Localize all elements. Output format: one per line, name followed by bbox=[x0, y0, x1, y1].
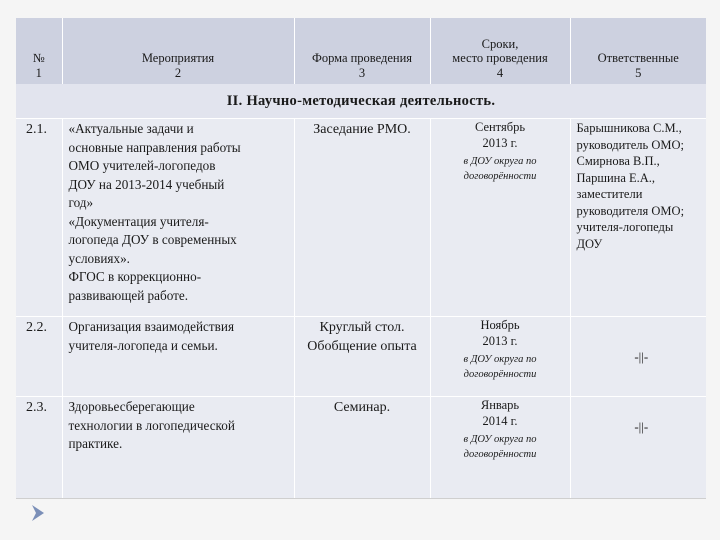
slide-bottom-divider bbox=[16, 498, 706, 499]
row-date-place: Сентябрь 2013 г. в ДОУ округа по договорённости bbox=[430, 119, 570, 317]
row-responsible: -||- bbox=[570, 317, 706, 397]
row-place: в ДОУ округа по договорённости bbox=[463, 434, 537, 460]
table-row bbox=[16, 119, 706, 317]
header-events: Мероприятия 2 bbox=[62, 18, 294, 84]
row-date-place: Ноябрь 2013 г. в ДОУ округа по договорённости bbox=[430, 317, 570, 397]
row-place: в ДОУ округа по договорённости bbox=[463, 354, 537, 380]
row-place: в ДОУ округа по договорённости bbox=[463, 156, 537, 182]
row-event: «Актуальные задачи и основные направления работы ОМО учителей-логопедов ДОУ на 2013-2014 учебный год» «Документация учителя- логопеда ДОУ в современных условиях». ФГОС в коррекционно- развивающей работе. bbox=[62, 119, 294, 317]
row-number: 2.3. bbox=[16, 397, 62, 499]
table-header-row bbox=[16, 18, 706, 84]
row-date-place: Январь 2014 г. в ДОУ округа по договорённости bbox=[430, 397, 570, 499]
table-row bbox=[16, 397, 706, 499]
row-event: Здоровьесберегающие технологии в логопедической практике. bbox=[62, 397, 294, 499]
triangle-arrow-icon bbox=[30, 503, 46, 523]
header-number: № 1 bbox=[16, 18, 62, 84]
table-row bbox=[16, 317, 706, 397]
row-number: 2.1. bbox=[16, 119, 62, 317]
row-number: 2.2. bbox=[16, 317, 62, 397]
section-title: II. Научно-методическая деятельность. bbox=[16, 84, 706, 119]
row-responsible: Барышникова С.М., руководитель ОМО; Смирнова В.П., Паршина Е.А., заместители руководителя ОМО; учителя-логопеды ДОУ bbox=[570, 119, 706, 317]
section-title-row bbox=[16, 84, 706, 119]
header-dates-place: Сроки, место проведения 4 bbox=[430, 18, 570, 84]
events-table bbox=[16, 18, 706, 498]
header-form: Форма проведения 3 bbox=[294, 18, 430, 84]
header-responsible: Ответственные 5 bbox=[570, 18, 706, 84]
row-responsible: -||- bbox=[570, 397, 706, 499]
row-form: Круглый стол. Обобщение опыта bbox=[294, 317, 430, 397]
row-form: Семинар. bbox=[294, 397, 430, 499]
row-event: Организация взаимодействия учителя-логопеда и семьи. bbox=[62, 317, 294, 397]
row-form: Заседание РМО. bbox=[294, 119, 430, 317]
